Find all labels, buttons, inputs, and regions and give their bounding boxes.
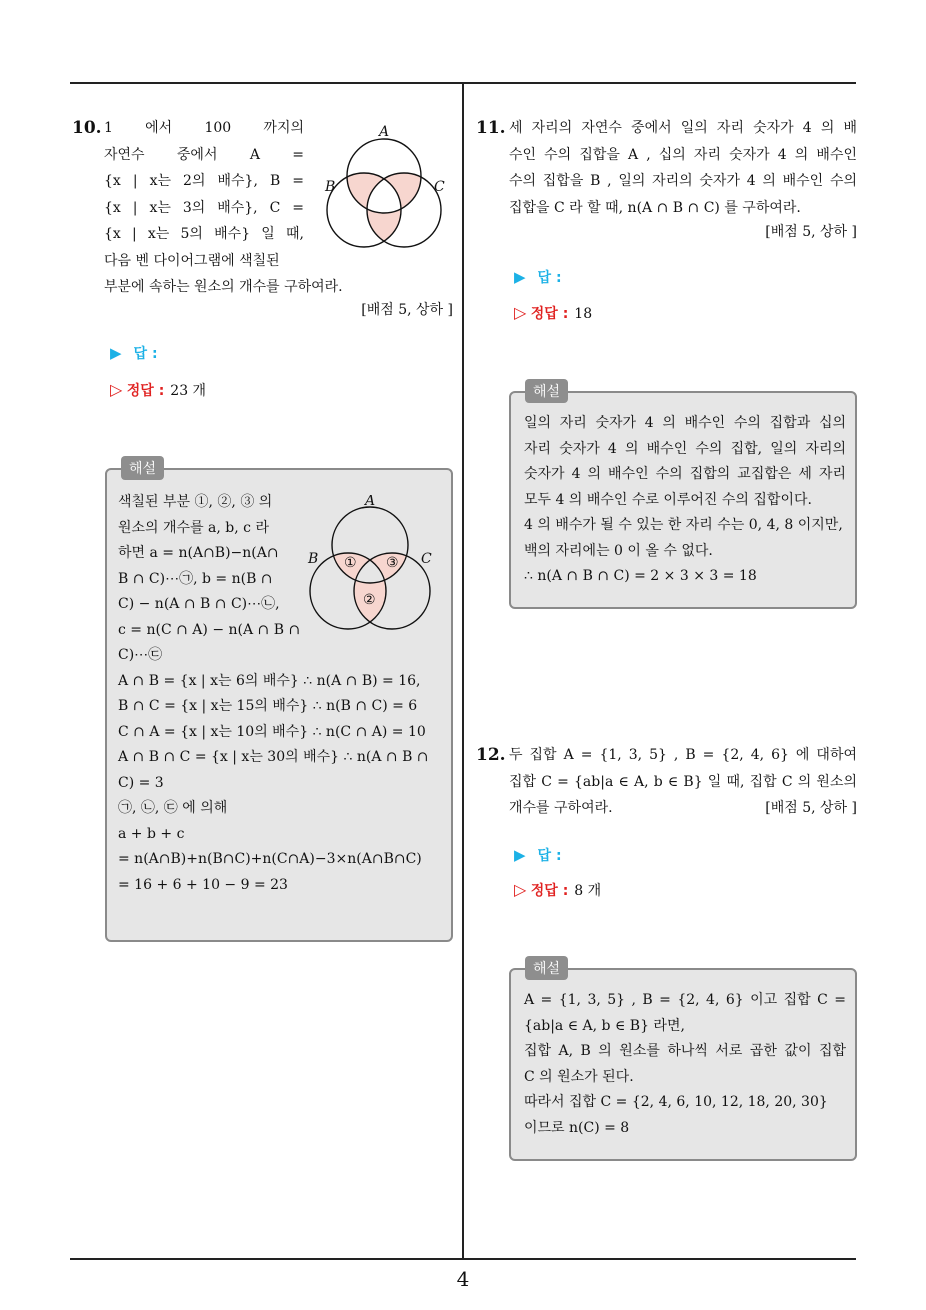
- question-10-line: 1 에서 100 까지의: [104, 120, 304, 136]
- correct-arrow-icon: ▷: [514, 880, 527, 899]
- question-11-line: 수의 집합을 B , 일의 자리의 숫자가 4 의 배수인 수의: [509, 173, 857, 189]
- correct-value: 23 개: [170, 383, 207, 399]
- solution-line: A ∩ B = {x | x는 6의 배수} ∴ n(A ∩ B) = 16,: [118, 672, 421, 689]
- venn-label-b: B: [325, 179, 336, 195]
- question-12-score: [배점 5, 상하 ]: [765, 800, 857, 816]
- question-10-correct: [110, 380, 206, 400]
- question-11-solution-box: [509, 384, 857, 609]
- solution-line: C) − n(A ∩ B ∩ C)⋯㉡,: [118, 596, 280, 612]
- question-12-line: 집합 C = {ab|a ∈ A, b ∈ B} 일 때, 집합 C 의 원소의: [509, 773, 857, 790]
- solution-venn-label-c: C: [421, 551, 432, 567]
- solution-line: A = {1, 3, 5} , B = {2, 4, 6} 이고 집합 C =: [524, 992, 846, 1008]
- solution-line: A ∩ B ∩ C = {x | x는 30의 배수} ∴ n(A ∩ B ∩: [118, 749, 429, 765]
- correct-label: 정답 :: [530, 883, 569, 899]
- solution-tag: 해설: [525, 956, 568, 980]
- question-10-score: [배점 5, 상하 ]: [361, 302, 453, 318]
- solution-line: ∴ n(A ∩ B ∩ C) = 2 × 3 × 3 = 18: [524, 568, 757, 584]
- question-11-line: 세 자리의 자연수 중에서 일의 자리 숫자가 4 의 배: [509, 120, 857, 136]
- solution-line: 백의 자리에는 0 이 올 수 없다.: [524, 542, 713, 559]
- solution-tag: 해설: [121, 456, 164, 480]
- answer-arrow-icon: ▶: [110, 344, 122, 362]
- solution-line: B ∩ C)⋯㉠, b = n(B ∩: [118, 570, 273, 587]
- question-11-score: [배점 5, 상하 ]: [765, 224, 857, 240]
- solution-line: 따라서 집합 C = {2, 4, 6, 10, 12, 18, 20, 30}: [524, 1094, 828, 1110]
- answer-arrow-icon: ▶: [514, 268, 526, 286]
- question-11-correct: [514, 303, 592, 323]
- correct-arrow-icon: ▷: [110, 380, 123, 399]
- solution-line: 자리 숫자가 4 의 배수인 수의 집합, 일의 자리의: [524, 440, 846, 457]
- question-10-venn-diagram: [318, 120, 460, 262]
- question-10-number: 10.: [72, 118, 102, 138]
- question-12-line: 두 집합 A = {1, 3, 5} , B = {2, 4, 6} 에 대하여: [509, 747, 857, 763]
- question-11-solution-text: [524, 411, 846, 590]
- question-10-answer: [110, 343, 158, 363]
- correct-value: 8 개: [574, 883, 602, 899]
- question-11-answer: [514, 267, 562, 287]
- solution-line: C ∩ A = {x | x는 10의 배수} ∴ n(C ∩ A) = 10: [118, 723, 426, 740]
- solution-tag: 해설: [525, 379, 568, 403]
- solution-venn-label-b: B: [308, 551, 319, 567]
- solution-line: 색칠된 부분 ①, ②, ③ 의: [118, 494, 273, 510]
- correct-label: 정답 :: [530, 306, 569, 322]
- question-11-number: 11.: [476, 118, 506, 138]
- question-10-line: 부분에 속하는 원소의 개수를 구하여라.: [104, 279, 343, 295]
- solution-line: C) = 3: [118, 774, 164, 791]
- column-divider: [462, 83, 464, 1259]
- solution-venn-label-a: A: [365, 495, 376, 509]
- solution-line: 숫자가 4 의 배수인 수의 집합의 교집합은 세 자리: [524, 466, 846, 482]
- solution-region-2: ②: [363, 592, 376, 608]
- solution-line: C 의 원소가 된다.: [524, 1068, 634, 1085]
- question-10-text: [104, 115, 343, 301]
- solution-line: 일의 자리 숫자가 4 의 배수인 수의 집합과 십의: [524, 415, 846, 431]
- question-10-line: {x | x는 5의 배수} 일 때,: [104, 226, 304, 242]
- solution-line: B ∩ C = {x | x는 15의 배수} ∴ n(B ∩ C) = 6: [118, 698, 418, 714]
- answer-label: 답 :: [133, 346, 158, 362]
- solution-venn-diagram: [302, 495, 447, 635]
- solution-line: = 16 + 6 + 10 − 9 = 23: [118, 876, 288, 893]
- solution-line: 모두 4 의 배수인 수로 이루어진 수의 집합이다.: [524, 491, 812, 508]
- solution-line: a + b + c: [118, 825, 185, 842]
- solution-line: 원소의 개수를 a, b, c 라: [118, 519, 269, 536]
- solution-line: ㉠, ㉡, ㉢ 에 의해: [118, 800, 228, 816]
- answer-label: 답 :: [537, 270, 562, 286]
- page-number: 4: [456, 1267, 470, 1291]
- question-10-line: 다음 벤 다이어그램에 색칠된: [104, 252, 280, 269]
- question-12-correct: [514, 880, 601, 900]
- solution-line: {ab|a ∈ A, b ∈ B} 라면,: [524, 1017, 685, 1034]
- solution-line: 이므로 n(C) = 8: [524, 1119, 630, 1136]
- question-12-number: 12.: [476, 745, 506, 765]
- solution-line: c = n(C ∩ A) − n(A ∩ B ∩: [118, 621, 301, 638]
- question-12-line: 개수를 구하여라.: [509, 800, 613, 816]
- answer-arrow-icon: ▶: [514, 846, 526, 864]
- question-11-text: [509, 115, 857, 221]
- question-10-solution-box: [105, 461, 453, 942]
- solution-region-3: ③: [386, 555, 399, 571]
- solution-line: 4 의 배수가 될 수 있는 한 자리 수는 0, 4, 8 이지만,: [524, 517, 843, 533]
- correct-arrow-icon: ▷: [514, 303, 527, 322]
- question-10-line: {x | x는 3의 배수}, C =: [104, 199, 304, 216]
- correct-label: 정답 :: [126, 383, 165, 399]
- solution-line: 하면 a = n(A∩B)−n(A∩: [118, 545, 279, 561]
- question-12-solution-text: [524, 988, 846, 1141]
- solution-line: 집합 A, B 의 원소를 하나씩 서로 곱한 값이 집합: [524, 1043, 846, 1059]
- question-10-line: 자연수 중에서 A =: [104, 146, 304, 163]
- question-11-line: 집합을 C 라 할 때, n(A ∩ B ∩ C) 를 구하여라.: [509, 199, 801, 216]
- solution-line: = n(A∩B)+n(B∩C)+n(C∩A)−3×n(A∩B∩C): [118, 851, 422, 867]
- solution-line: C)⋯㉢: [118, 647, 163, 663]
- bottom-rule: [70, 1258, 856, 1260]
- answer-label: 답 :: [537, 848, 562, 864]
- question-11-line: 수인 수의 집합을 A , 십의 자리 숫자가 4 의 배수인: [509, 146, 857, 163]
- correct-value: 18: [574, 306, 593, 322]
- question-10-line: {x | x는 2의 배수}, B =: [104, 173, 304, 189]
- venn-label-c: C: [434, 179, 445, 195]
- question-12-answer: [514, 845, 562, 865]
- venn-label-a: A: [379, 124, 390, 140]
- question-12-solution-box: [509, 961, 857, 1161]
- solution-region-1: ①: [344, 555, 357, 571]
